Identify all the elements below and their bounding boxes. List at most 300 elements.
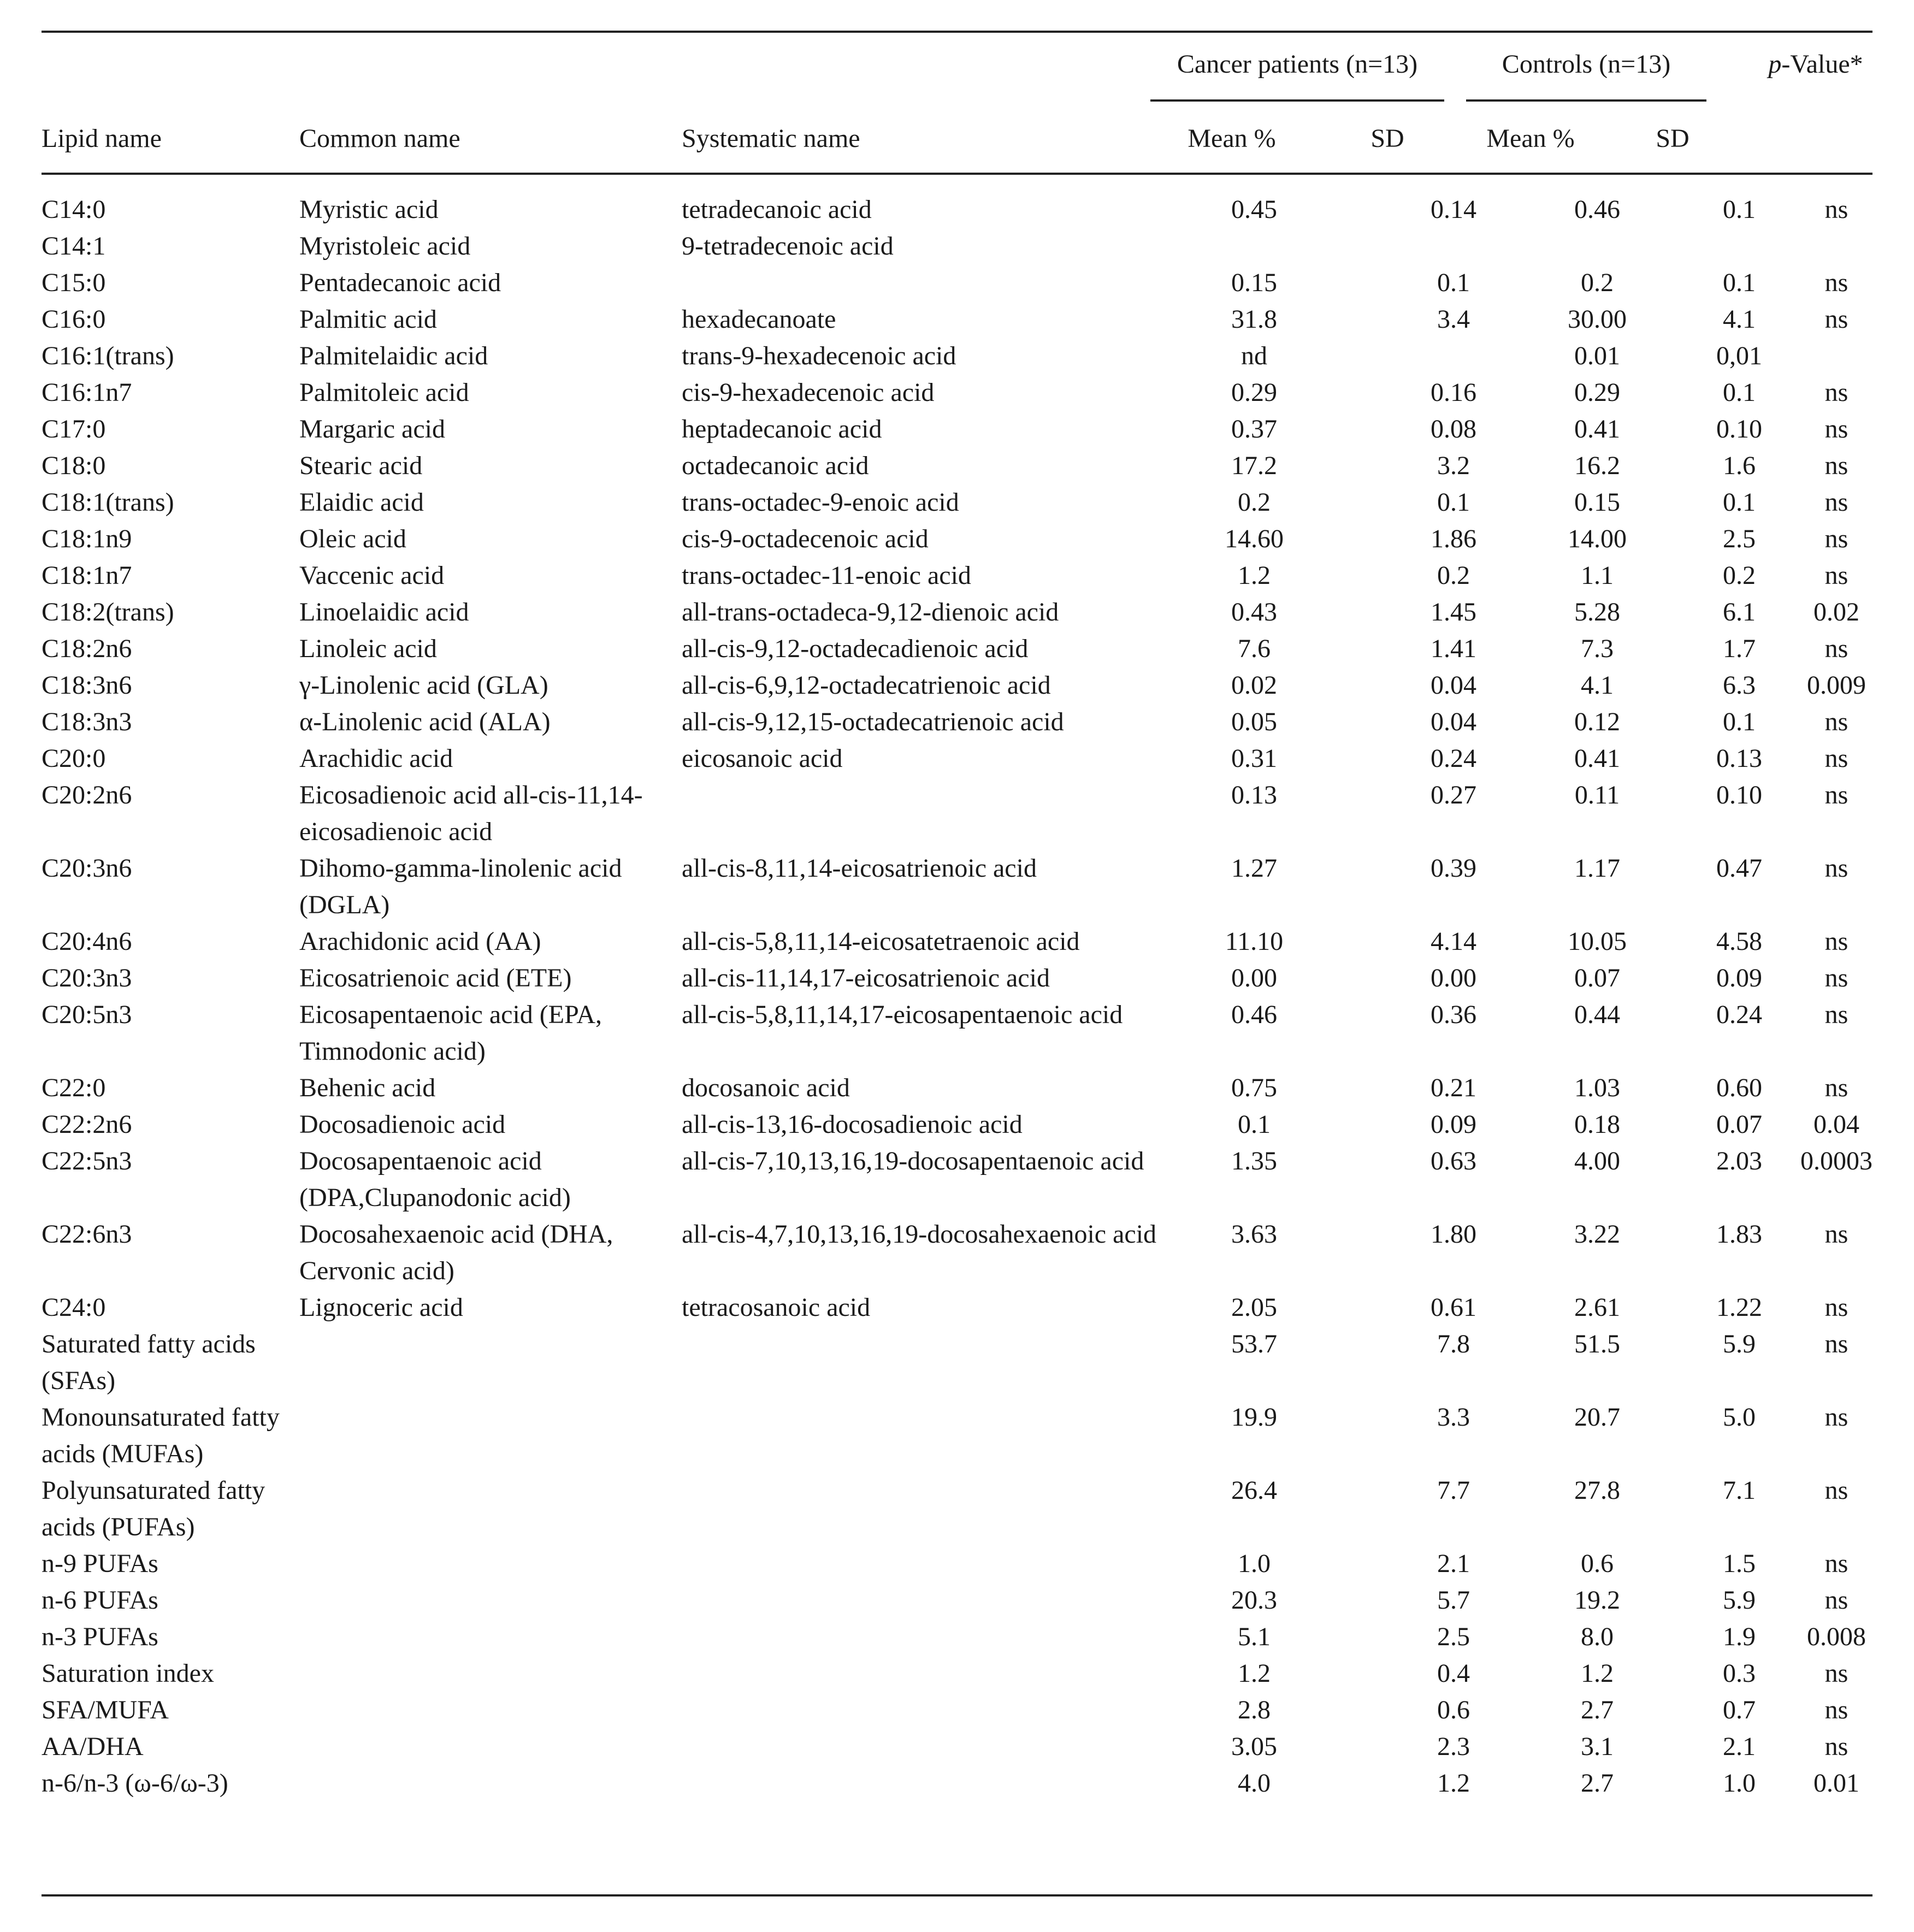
control-mean-cell: 7.3: [1581, 634, 1614, 663]
cancer-mean-cell: 0.2: [1238, 488, 1271, 517]
pvalue-cell: ns: [1824, 707, 1848, 736]
systematic-name-cell: all-cis-5,8,11,14,17-eicosapentaenoic acid: [682, 1000, 1123, 1029]
lipid-name-cell: C17:0: [42, 415, 106, 444]
cancer-sd-cell: [1391, 228, 1516, 264]
pvalue-cell: ns: [1824, 524, 1848, 553]
lipid-name-cell: C18:3n6: [42, 671, 132, 700]
control-mean-cell: 3.22: [1574, 1220, 1620, 1249]
pvalue-cell: ns: [1824, 378, 1848, 407]
common-name-cell: [299, 1399, 682, 1472]
control-mean-cell: 1.03: [1574, 1073, 1620, 1102]
cancer-sd-cell: 3.2: [1437, 451, 1470, 480]
table-row: [42, 411, 1872, 447]
cancer-mean-cell: 0.46: [1231, 1000, 1277, 1029]
table-row: [42, 923, 1872, 960]
table-row: [42, 228, 1872, 264]
lipid-name-cell: SFA/MUFA: [42, 1695, 169, 1724]
bottom-rule: [42, 1894, 1872, 1896]
table-row: [42, 557, 1872, 594]
control-mean-cell: 30.00: [1568, 305, 1627, 334]
lipid-name-cell: AA/DHA: [42, 1732, 144, 1761]
cancer-sd-cell: 0.2: [1437, 561, 1470, 590]
pvalue-cell: ns: [1824, 927, 1848, 956]
table-row: [42, 777, 1872, 850]
systematic-name-cell: [682, 1692, 1172, 1728]
systematic-name-cell: tetracosanoic acid: [682, 1293, 871, 1322]
cancer-mean-cell: [1172, 228, 1391, 264]
table-row: [42, 704, 1872, 740]
table-row: [42, 1326, 1872, 1399]
lipid-name-cell: C22:0: [42, 1073, 106, 1102]
common-name-cell: Docosadienoic acid: [299, 1110, 506, 1139]
cancer-sd-cell: 0.27: [1431, 781, 1476, 810]
pvalue-cell: ns: [1824, 854, 1848, 883]
cancer-sd-cell: 1.2: [1437, 1769, 1470, 1798]
common-name-cell: Stearic acid: [299, 451, 423, 480]
systematic-name-cell: all-cis-6,9,12-octadecatrienoic acid: [682, 671, 1051, 700]
fatty-acid-table: [42, 191, 1872, 1801]
lipid-name-cell: C24:0: [42, 1293, 106, 1322]
table-row: [42, 484, 1872, 521]
control-mean-cell: 14.00: [1568, 524, 1627, 553]
control-sd-cell: [1678, 228, 1800, 264]
lipid-name-cell: C18:2(trans): [42, 598, 174, 627]
table-row: [42, 1216, 1872, 1289]
table-row: [42, 594, 1872, 630]
table-row: [42, 301, 1872, 338]
control-mean-cell: 0.41: [1574, 415, 1620, 444]
control-sd-cell: 4.58: [1716, 927, 1762, 956]
control-sd-cell: 5.0: [1723, 1403, 1756, 1432]
table-row: [42, 191, 1872, 228]
control-mean-cell: 1.2: [1581, 1659, 1614, 1688]
cancer-sd-cell: 1.45: [1431, 598, 1476, 627]
control-mean-cell: 1.17: [1574, 854, 1620, 883]
control-mean-cell: 2.61: [1574, 1293, 1620, 1322]
systematic-name-cell: all-trans-octadeca-9,12-dienoic acid: [682, 598, 1059, 627]
control-sd-cell: 2.03: [1716, 1147, 1762, 1175]
lipid-name-cell: C20:3n3: [42, 964, 132, 992]
col-header-systematic: Systematic name: [682, 124, 860, 153]
control-sd-cell: 0.07: [1716, 1110, 1762, 1139]
systematic-name-cell: eicosanoic acid: [682, 744, 843, 773]
systematic-name-cell: cis-9-hexadecenoic acid: [682, 378, 935, 407]
pvalue-cell: ns: [1824, 1476, 1848, 1505]
systematic-name-cell: all-cis-9,12-octadecadienoic acid: [682, 634, 1029, 663]
table-row: [42, 1692, 1872, 1728]
common-name-cell: Margaric acid: [299, 415, 445, 444]
control-sd-cell: 2.5: [1723, 524, 1756, 553]
common-name-cell: [299, 1728, 682, 1765]
control-mean-cell: 0.6: [1581, 1549, 1614, 1578]
control-mean-cell: 0.29: [1574, 378, 1620, 407]
cancer-mean-cell: 20.3: [1231, 1586, 1277, 1615]
systematic-name-cell: docosanoic acid: [682, 1073, 850, 1102]
table-row: [42, 1618, 1872, 1655]
cancer-mean-cell: 0.37: [1231, 415, 1277, 444]
control-sd-cell: 0.1: [1723, 378, 1756, 407]
cancer-mean-cell: 0.15: [1231, 268, 1277, 297]
cancer-mean-cell: 3.05: [1231, 1732, 1277, 1761]
lipid-name-cell: Monounsaturated fatty acids (MUFAs): [42, 1403, 280, 1468]
pvalue-header-rest: -Value*: [1781, 50, 1863, 79]
control-mean-cell: 0.15: [1574, 488, 1620, 517]
common-name-cell: Palmitoleic acid: [299, 378, 469, 407]
control-sd-cell: 0.3: [1723, 1659, 1756, 1688]
pvalue-cell: 0.009: [1807, 671, 1866, 700]
control-sd-cell: 0.10: [1716, 415, 1762, 444]
lipid-name-cell: C20:2n6: [42, 781, 132, 810]
col-header-sd-cancer: SD: [1370, 124, 1404, 153]
control-sd-cell: 0.1: [1723, 707, 1756, 736]
pvalue-cell: ns: [1824, 1220, 1848, 1249]
common-name-cell: Eicosadienoic acid all-cis-11,14-eicosadienoic acid: [299, 781, 643, 846]
systematic-name-cell: all-cis-9,12,15-octadecatrienoic acid: [682, 707, 1064, 736]
common-name-cell: α-Linolenic acid (ALA): [299, 707, 551, 736]
control-mean-cell: 51.5: [1574, 1330, 1620, 1358]
lipid-name-cell: C22:2n6: [42, 1110, 132, 1139]
common-name-cell: Lignoceric acid: [299, 1293, 463, 1322]
common-name-cell: [299, 1618, 682, 1655]
cancer-sd-cell: 2.1: [1437, 1549, 1470, 1578]
cancer-sd-cell: 0.39: [1431, 854, 1476, 883]
lipid-name-cell: Saturation index: [42, 1659, 214, 1688]
cancer-mean-cell: 31.8: [1231, 305, 1277, 334]
cancer-sd-cell: 0.04: [1431, 671, 1476, 700]
control-mean-cell: 3.1: [1581, 1732, 1614, 1761]
common-name-cell: [299, 1692, 682, 1728]
pvalue-cell: ns: [1824, 1586, 1848, 1615]
pvalue-cell: 0.04: [1813, 1110, 1859, 1139]
control-sd-cell: 0.7: [1723, 1695, 1756, 1724]
table-row: [42, 1399, 1872, 1472]
lipid-name-cell: C16:1n7: [42, 378, 132, 407]
control-sd-cell: 0,01: [1716, 341, 1762, 370]
cancer-mean-cell: 1.35: [1231, 1147, 1277, 1175]
cancer-sd-cell: 0.08: [1431, 415, 1476, 444]
common-name-cell: Palmitelaidic acid: [299, 341, 488, 370]
common-name-cell: Myristic acid: [299, 195, 439, 224]
control-mean-cell: 0.2: [1581, 268, 1614, 297]
common-name-cell: Myristoleic acid: [299, 232, 471, 261]
cancer-sd-cell: 0.14: [1431, 195, 1476, 224]
lipid-name-cell: C20:3n6: [42, 854, 132, 883]
systematic-name-cell: [682, 1399, 1172, 1472]
lipid-name-cell: n-6 PUFAs: [42, 1586, 158, 1615]
pvalue-cell: ns: [1824, 1330, 1848, 1358]
control-mean-cell: 2.7: [1581, 1769, 1614, 1798]
cancer-mean-cell: 0.31: [1231, 744, 1277, 773]
pvalue-cell: ns: [1824, 1695, 1848, 1724]
systematic-name-cell: [682, 1326, 1172, 1399]
control-sd-cell: 0.24: [1716, 1000, 1762, 1029]
lipid-name-cell: C18:1(trans): [42, 488, 174, 517]
control-mean-cell: 0.01: [1574, 341, 1620, 370]
systematic-name-cell: cis-9-octadecenoic acid: [682, 524, 929, 553]
control-sd-cell: 0.2: [1723, 561, 1756, 590]
lipid-name-cell: C18:0: [42, 451, 106, 480]
table-row: [42, 630, 1872, 667]
systematic-name-cell: heptadecanoic acid: [682, 415, 882, 444]
pvalue-header-italic: p: [1768, 50, 1782, 79]
pvalue-cell: ns: [1824, 488, 1848, 517]
systematic-name-cell: [682, 1728, 1172, 1765]
cancer-sd-cell: 2.5: [1437, 1622, 1470, 1651]
control-mean-cell: 0.41: [1574, 744, 1620, 773]
pvalue-cell: ns: [1824, 1293, 1848, 1322]
common-name-cell: Dihomo-gamma-linolenic acid (DGLA): [299, 854, 622, 919]
systematic-name-cell: 9-tetradecenoic acid: [682, 232, 894, 261]
table-row: [42, 1289, 1872, 1326]
cancer-mean-cell: 0.02: [1231, 671, 1277, 700]
cancer-sd-cell: 7.7: [1437, 1476, 1470, 1505]
cancer-sd-cell: 0.09: [1431, 1110, 1476, 1139]
col-header-sd-controls: SD: [1656, 124, 1689, 153]
pvalue-cell: ns: [1824, 744, 1848, 773]
table-row: [42, 374, 1872, 411]
control-sd-cell: 1.9: [1723, 1622, 1756, 1651]
cancer-sd-cell: 0.00: [1431, 964, 1476, 992]
control-sd-cell: 1.83: [1716, 1220, 1762, 1249]
control-sd-cell: 0.1: [1723, 268, 1756, 297]
systematic-name-cell: [682, 264, 1172, 301]
table-row: [42, 740, 1872, 777]
cancer-mean-cell: 0.05: [1231, 707, 1277, 736]
table-row: [42, 1765, 1872, 1801]
control-sd-cell: 0.1: [1723, 195, 1756, 224]
lipid-name-cell: C18:2n6: [42, 634, 132, 663]
cancer-sd-cell: 0.21: [1431, 1073, 1476, 1102]
pvalue-cell: 0.008: [1807, 1622, 1866, 1651]
systematic-name-cell: trans-octadec-9-enoic acid: [682, 488, 959, 517]
lipid-name-cell: C20:0: [42, 744, 106, 773]
table-row: [42, 960, 1872, 996]
control-mean-cell: 20.7: [1574, 1403, 1620, 1432]
pvalue-cell: 0.01: [1813, 1769, 1859, 1798]
lipid-name-cell: Saturated fatty acids (SFAs): [42, 1330, 256, 1395]
lipid-name-cell: C16:0: [42, 305, 106, 334]
cancer-mean-cell: 17.2: [1231, 451, 1277, 480]
control-sd-cell: 7.1: [1723, 1476, 1756, 1505]
common-name-cell: [299, 1326, 682, 1399]
control-sd-cell: 5.9: [1723, 1586, 1756, 1615]
table-row: [42, 1545, 1872, 1582]
common-name-cell: [299, 1655, 682, 1692]
control-mean-cell: 0.44: [1574, 1000, 1620, 1029]
col-header-common: Common name: [299, 124, 460, 153]
cancer-sd-cell: [1391, 338, 1516, 374]
control-sd-cell: 0.47: [1716, 854, 1762, 883]
pvalue-cell: ns: [1824, 1659, 1848, 1688]
cancer-sd-cell: 0.36: [1431, 1000, 1476, 1029]
common-name-cell: Docosapentaenoic acid (DPA,Clupanodonic acid): [299, 1147, 571, 1212]
systematic-name-cell: [682, 1655, 1172, 1692]
cancer-mean-cell: 0.13: [1231, 781, 1277, 810]
table-body: [42, 191, 1872, 1801]
control-mean-cell: [1516, 228, 1678, 264]
pvalue-cell: ns: [1824, 451, 1848, 480]
systematic-name-cell: all-cis-7,10,13,16,19-docosapentaenoic acid: [682, 1147, 1144, 1175]
control-sd-cell: 1.6: [1723, 451, 1756, 480]
common-name-cell: Palmitic acid: [299, 305, 437, 334]
table-row: [42, 1655, 1872, 1692]
systematic-name-cell: [682, 1582, 1172, 1618]
table-row: [42, 1070, 1872, 1106]
control-sd-cell: 1.22: [1716, 1293, 1762, 1322]
control-sd-cell: 2.1: [1723, 1732, 1756, 1761]
pvalue-header: [1768, 48, 1863, 81]
control-sd-cell: 4.1: [1723, 305, 1756, 334]
systematic-name-cell: all-cis-13,16-docosadienoic acid: [682, 1110, 1023, 1139]
control-mean-cell: 0.18: [1574, 1110, 1620, 1139]
control-sd-cell: 0.60: [1716, 1073, 1762, 1102]
cancer-mean-cell: 0.45: [1231, 195, 1277, 224]
pvalue-cell: ns: [1824, 268, 1848, 297]
pvalue-cell: ns: [1824, 1549, 1848, 1578]
control-sd-cell: 0.1: [1723, 488, 1756, 517]
systematic-name-cell: all-cis-11,14,17-eicosatrienoic acid: [682, 964, 1050, 992]
cancer-sd-cell: 5.7: [1437, 1586, 1470, 1615]
control-sd-cell: 1.0: [1723, 1769, 1756, 1798]
pvalue-cell: ns: [1824, 195, 1848, 224]
cancer-sd-cell: 0.4: [1437, 1659, 1470, 1688]
cancer-mean-cell: 7.6: [1238, 634, 1271, 663]
cancer-sd-cell: 0.63: [1431, 1147, 1476, 1175]
control-mean-cell: 0.11: [1574, 781, 1620, 810]
common-name-cell: Docosahexaenoic acid (DHA, Cervonic acid): [299, 1220, 613, 1285]
pvalue-cell: ns: [1824, 305, 1848, 334]
cancer-sd-cell: 0.1: [1437, 488, 1470, 517]
cancer-sd-cell: 1.86: [1431, 524, 1476, 553]
cancer-sd-cell: 1.80: [1431, 1220, 1476, 1249]
common-name-cell: [299, 1545, 682, 1582]
cancer-sd-cell: 0.61: [1431, 1293, 1476, 1322]
control-mean-cell: 5.28: [1574, 598, 1620, 627]
control-mean-cell: 16.2: [1574, 451, 1620, 480]
common-name-cell: Pentadecanoic acid: [299, 268, 501, 297]
common-name-cell: Oleic acid: [299, 524, 406, 553]
cancer-sd-cell: 3.4: [1437, 305, 1470, 334]
common-name-cell: [299, 1765, 682, 1801]
col-header-mean-controls: Mean %: [1486, 124, 1575, 153]
control-sd-cell: 1.5: [1723, 1549, 1756, 1578]
common-name-cell: Arachidic acid: [299, 744, 453, 773]
group-header-controls: Controls (n=13): [1502, 50, 1671, 79]
cancer-mean-cell: 19.9: [1231, 1403, 1277, 1432]
cancer-mean-cell: 0.75: [1231, 1073, 1277, 1102]
lipid-name-cell: C16:1(trans): [42, 341, 174, 370]
lipid-name-cell: Polyunsaturated fatty acids (PUFAs): [42, 1476, 265, 1541]
control-mean-cell: 4.1: [1581, 671, 1614, 700]
cancer-mean-cell: 2.8: [1238, 1695, 1271, 1724]
cancer-mean-cell: 11.10: [1225, 927, 1284, 956]
header-rule: [42, 173, 1872, 175]
cancer-mean-cell: 0.00: [1231, 964, 1277, 992]
pvalue-cell: [1800, 228, 1872, 264]
systematic-name-cell: trans-9-hexadecenoic acid: [682, 341, 956, 370]
lipid-name-cell: n-6/n-3 (ω-6/ω-3): [42, 1769, 228, 1798]
systematic-name-cell: [682, 1472, 1172, 1545]
cancer-sd-cell: 2.3: [1437, 1732, 1470, 1761]
control-sd-cell: 0.09: [1716, 964, 1762, 992]
systematic-name-cell: [682, 777, 1172, 850]
pvalue-cell: ns: [1824, 561, 1848, 590]
systematic-name-cell: tetradecanoic acid: [682, 195, 872, 224]
cancer-sd-cell: 3.3: [1437, 1403, 1470, 1432]
common-name-cell: γ-Linolenic acid (GLA): [299, 671, 548, 700]
control-sd-cell: 5.9: [1723, 1330, 1756, 1358]
pvalue-cell: ns: [1824, 415, 1848, 444]
table-row: [42, 1582, 1872, 1618]
control-mean-cell: 0.46: [1574, 195, 1620, 224]
group-rule-cancer: [1150, 99, 1444, 102]
common-name-cell: Vaccenic acid: [299, 561, 445, 590]
pvalue-cell: [1800, 338, 1872, 374]
systematic-name-cell: [682, 1765, 1172, 1801]
pvalue-cell: 0.02: [1813, 598, 1859, 627]
systematic-name-cell: trans-octadec-11-enoic acid: [682, 561, 971, 590]
common-name-cell: Linoelaidic acid: [299, 598, 469, 627]
cancer-sd-cell: 0.24: [1431, 744, 1476, 773]
table-row: [42, 667, 1872, 704]
lipid-name-cell: C14:1: [42, 232, 106, 261]
control-sd-cell: 0.13: [1716, 744, 1762, 773]
cancer-mean-cell: 0.43: [1231, 598, 1277, 627]
lipid-name-cell: n-3 PUFAs: [42, 1622, 158, 1651]
cancer-sd-cell: 0.04: [1431, 707, 1476, 736]
common-name-cell: Linoleic acid: [299, 634, 437, 663]
lipid-name-cell: C15:0: [42, 268, 106, 297]
cancer-mean-cell: 2.05: [1231, 1293, 1277, 1322]
cancer-mean-cell: 53.7: [1231, 1330, 1277, 1358]
lipid-name-cell: C20:5n3: [42, 1000, 132, 1029]
cancer-mean-cell: 4.0: [1238, 1769, 1271, 1798]
col-header-lipid: Lipid name: [42, 124, 162, 153]
systematic-name-cell: [682, 1618, 1172, 1655]
common-name-cell: [299, 1582, 682, 1618]
systematic-name-cell: all-cis-8,11,14-eicosatrienoic acid: [682, 854, 1037, 883]
cancer-sd-cell: 1.41: [1431, 634, 1476, 663]
lipid-name-cell: n-9 PUFAs: [42, 1549, 158, 1578]
pvalue-cell: ns: [1824, 1000, 1848, 1029]
systematic-name-cell: all-cis-5,8,11,14-eicosatetraenoic acid: [682, 927, 1080, 956]
table-row: [42, 338, 1872, 374]
table-row: [42, 1143, 1872, 1216]
lipid-name-cell: C14:0: [42, 195, 106, 224]
cancer-mean-cell: 14.60: [1225, 524, 1284, 553]
control-mean-cell: 0.12: [1574, 707, 1620, 736]
lipid-name-cell: C22:6n3: [42, 1220, 132, 1249]
cancer-sd-cell: 7.8: [1437, 1330, 1470, 1358]
control-mean-cell: 10.05: [1568, 927, 1627, 956]
lipid-name-cell: C18:1n7: [42, 561, 132, 590]
cancer-mean-cell: 0.29: [1231, 378, 1277, 407]
group-header-cancer: Cancer patients (n=13): [1177, 50, 1418, 79]
table-row: [42, 521, 1872, 557]
pvalue-cell: ns: [1824, 1732, 1848, 1761]
pvalue-cell: ns: [1824, 634, 1848, 663]
common-name-cell: Eicosatrienoic acid (ETE): [299, 964, 572, 992]
cancer-mean-cell: nd: [1241, 341, 1267, 370]
common-name-cell: [299, 1472, 682, 1545]
pvalue-cell: ns: [1824, 1403, 1848, 1432]
control-mean-cell: 19.2: [1574, 1586, 1620, 1615]
cancer-sd-cell: 0.16: [1431, 378, 1476, 407]
pvalue-cell: ns: [1824, 964, 1848, 992]
cancer-mean-cell: 5.1: [1238, 1622, 1271, 1651]
control-mean-cell: 4.00: [1574, 1147, 1620, 1175]
cancer-mean-cell: 1.2: [1238, 1659, 1271, 1688]
